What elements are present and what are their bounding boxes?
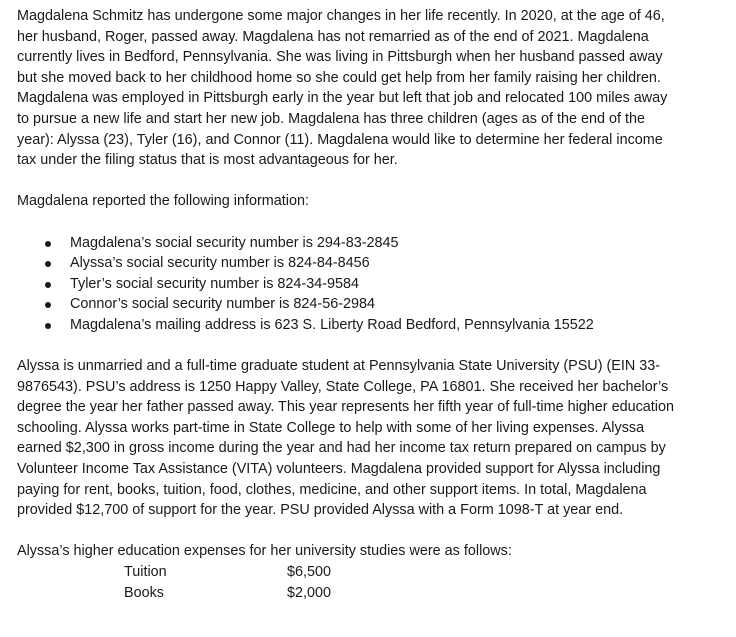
bullet-text: Magdalena’s social security number is 294-83-2845 xyxy=(70,234,399,251)
intro-paragraph xyxy=(17,6,729,171)
spacer xyxy=(17,521,729,542)
paragraph-line: degree the year her father passed away. This year represents her fifth year of full-time higher education xyxy=(17,399,674,416)
paragraph-line: paying for rent, books, tuition, food, clothes, medicine, and other support items. In total, Magdalena xyxy=(17,481,647,498)
bullet-item xyxy=(17,315,729,336)
alyssa-paragraph xyxy=(17,356,729,521)
paragraph-line: 9876543). PSU’s address is 1250 Happy Valley, State College, PA 16801. She received her bachelor’s xyxy=(17,378,669,395)
paragraph-line: year): Alyssa (23), Tyler (16), and Connor (11). Magdalena would like to determine her federal income xyxy=(17,131,663,148)
expense-value: $6,500 xyxy=(287,564,332,581)
bullet-icon xyxy=(45,261,51,267)
paragraph-line: Magdalena Schmitz has undergone some major changes in her life recently. In 2020, at the age of 46, xyxy=(17,8,665,24)
expense-value: $2,000 xyxy=(287,584,332,601)
paragraph-line: provided $12,700 of support for the year. PSU provided Alyssa with a Form 1098-T at year end. xyxy=(17,502,624,519)
paragraph-line: tax under the filing status that is most advantageous for her. xyxy=(17,152,398,169)
paragraph-line: schooling. Alyssa works part-time in State College to help with some of her living expenses. Alyssa xyxy=(17,419,645,436)
paragraph-line: her husband, Roger, passed away. Magdalena has not remarried as of the end of 2021. Magdalena xyxy=(17,28,649,45)
bullet-item xyxy=(17,253,729,274)
bullet-icon xyxy=(45,241,51,247)
paragraph-line: earned $2,300 in gross income during the year and had her income tax return prepared on campus by xyxy=(17,440,666,457)
paragraph-line: Magdalena was employed in Pittsburgh early in the year but left that job and relocated 100 miles away xyxy=(17,90,668,107)
expenses-heading: Alyssa’s higher education expenses for her university studies were as follows: xyxy=(17,543,512,560)
bullet-text: Connor’s social security number is 824-56-2984 xyxy=(70,296,376,313)
bullet-text: Tyler’s social security number is 824-34-9584 xyxy=(70,275,360,292)
bullet-text: Magdalena’s mailing address is 623 S. Liberty Road Bedford, Pennsylvania 15522 xyxy=(70,316,594,333)
paragraph-line: to pursue a new life and start her new job. Magdalena has three children (ages as of the end of the xyxy=(17,110,645,127)
expense-label: Books xyxy=(124,584,164,601)
bullet-icon xyxy=(45,323,51,329)
spacer xyxy=(17,212,729,233)
expenses-table xyxy=(17,562,729,603)
paragraph-line: Alyssa is unmarried and a full-time graduate student at Pennsylvania State University (PSU) (EIN 33- xyxy=(17,358,661,375)
expense-row xyxy=(17,583,729,604)
paragraph-line: Volunteer Income Tax Assistance (VITA) volunteers. Magdalena provided support for Alyssa including xyxy=(17,461,661,478)
info-intro-line: Magdalena reported the following information: xyxy=(17,193,309,210)
paragraph-line: currently lives in Bedford, Pennsylvania. She was living in Pittsburgh when her husband passed away xyxy=(17,49,663,66)
bullet-item xyxy=(17,233,729,254)
expense-row xyxy=(17,562,729,583)
spacer xyxy=(17,171,729,192)
bullet-icon xyxy=(45,302,51,308)
spacer xyxy=(17,336,729,357)
bullet-item xyxy=(17,274,729,295)
paragraph-line: but she moved back to her childhood home so she could get help from her family raising her children. xyxy=(17,69,661,86)
bullet-icon xyxy=(45,282,51,288)
document-body xyxy=(17,6,729,603)
bullet-item xyxy=(17,294,729,315)
expense-label: Tuition xyxy=(124,564,167,581)
info-bullet-list xyxy=(17,233,729,336)
bullet-text: Alyssa’s social security number is 824-84-8456 xyxy=(70,255,370,272)
